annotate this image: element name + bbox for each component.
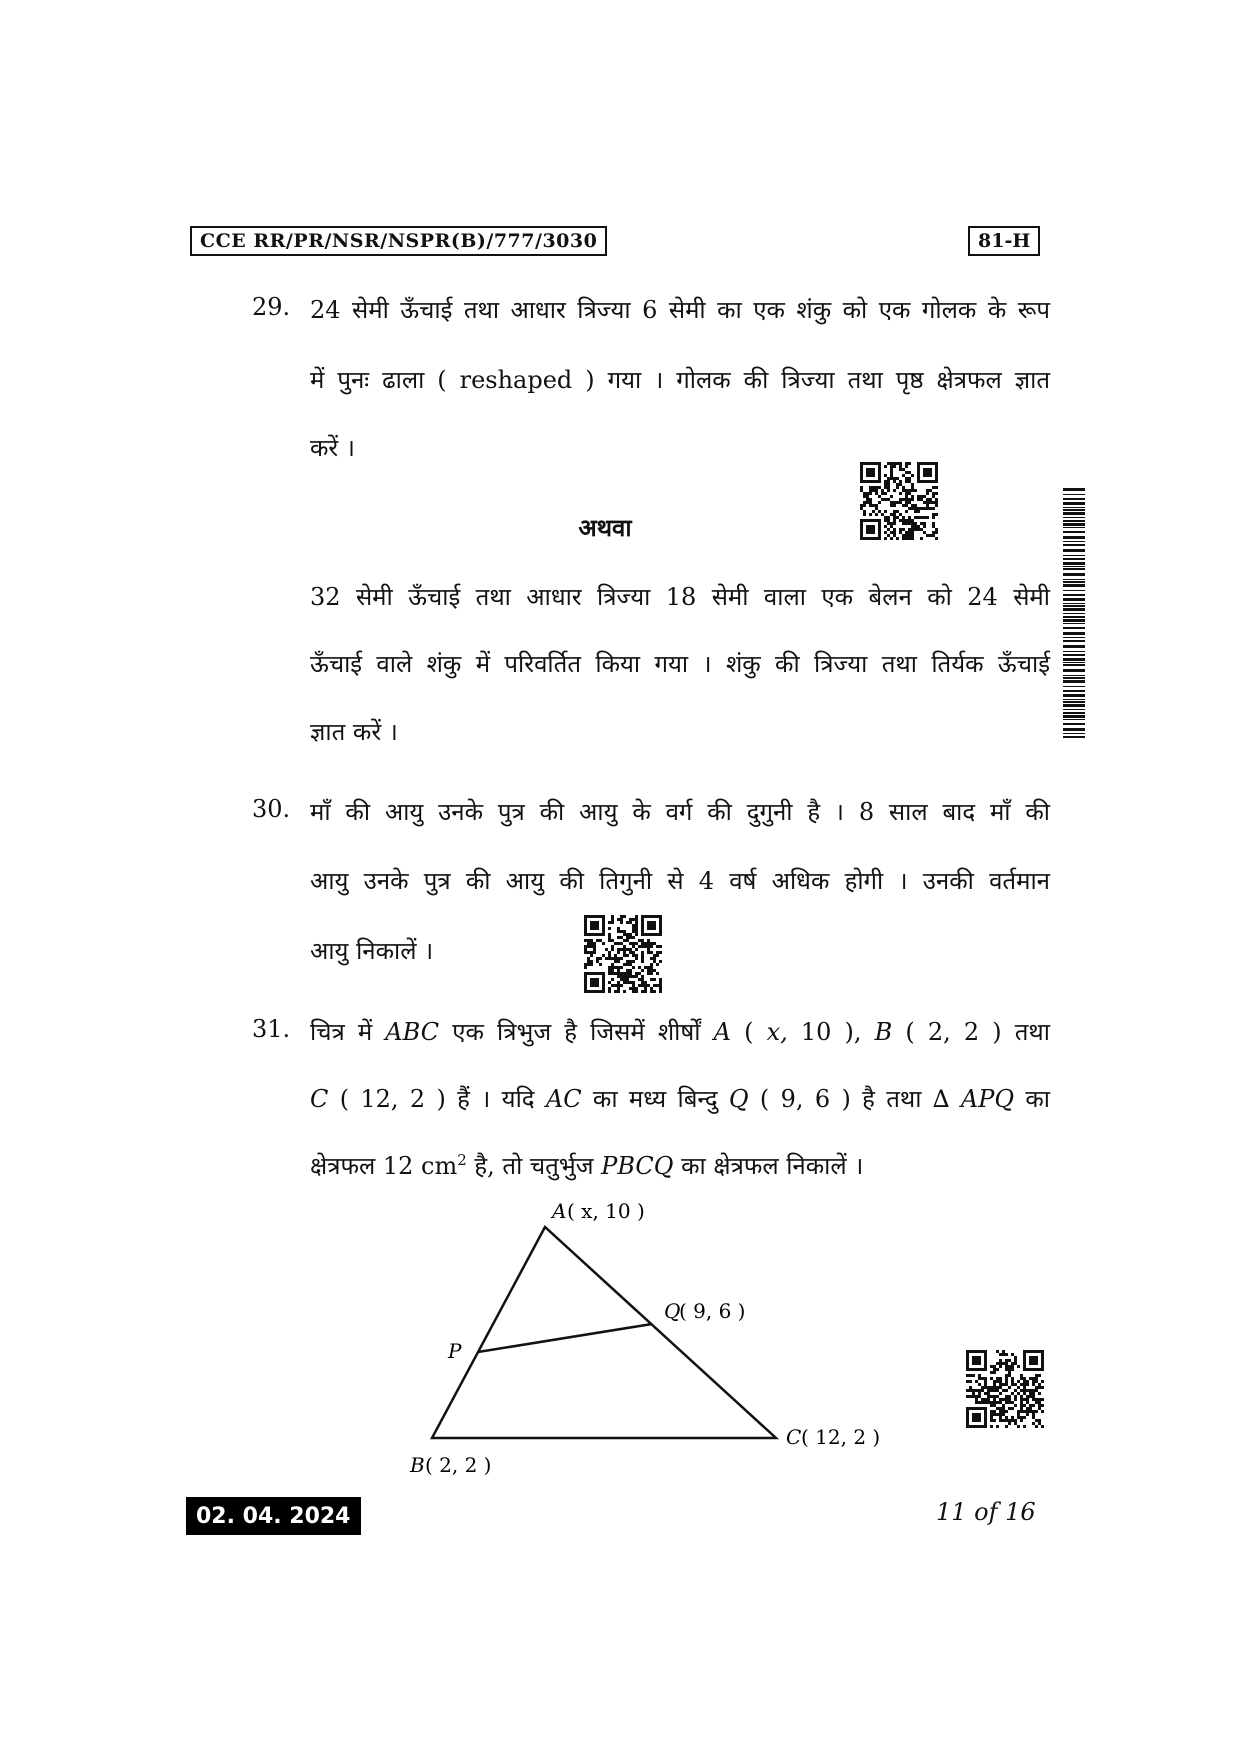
question-29-alt-line-3: ज्ञात करें । [310,718,398,746]
barcode-image [1063,488,1085,740]
q31-math: x, [766,1018,788,1046]
question-29-line-1: 24 सेमी ऊँचाई तथा आधार त्रिज्या 6 सेमी का एक शंकु को एक गोलक के रूप [310,296,1050,324]
label-a-name: A [552,1199,567,1223]
q31-math: B [874,1018,893,1046]
q31-text: है, तो चतुर्भुज [466,1152,602,1180]
question-number-31: 31. [252,1015,291,1043]
q31-math: A [713,1018,731,1046]
q31-text: चित्र में [310,1018,386,1046]
exam-date: 02. 04. 2024 [186,1497,361,1535]
q31-text: ( 12, 2 ) हैं । यदि [328,1085,546,1113]
q31-superscript: 2 [457,1151,467,1169]
question-30-line-1: माँ की आयु उनके पुत्र की आयु के वर्ग की दुगुनी है । 8 साल बाद माँ की [310,798,1050,826]
label-p-name: P [448,1339,462,1363]
q31-math: C [310,1085,329,1113]
label-c-coord: ( 12, 2 ) [801,1425,881,1449]
page-number: 11 of 16 [936,1498,1036,1526]
question-30-line-2: आयु उनके पुत्र की आयु की तिगुनी से 4 वर्ष अधिक होगी । उनकी वर्तमान [310,867,1050,895]
qr-code-q31 [966,1350,1044,1428]
q31-math: PBCQ [601,1152,674,1180]
label-a-coord: ( x, 10 ) [567,1199,645,1223]
label-q-name: Q [664,1299,681,1323]
q31-text: का क्षेत्रफल निकालें । [673,1152,864,1180]
q31-text: एक त्रिभुज है जिसमें शीर्षों [439,1018,714,1046]
q31-text: क्षेत्रफल 12 cm [310,1152,458,1180]
label-b-name: B [410,1453,425,1477]
q31-math: Q [728,1085,749,1113]
q31-math: ABC [385,1018,440,1046]
q31-text: का मध्य बिन्दु [581,1085,729,1113]
label-q-coord: ( 9, 6 ) [679,1299,746,1323]
q31-math: AC [545,1085,582,1113]
label-c-name: C [786,1425,802,1449]
question-30-line-3: आयु निकालें । [310,937,434,965]
q31-text: ( 2, 2 ) तथा [892,1018,1050,1046]
question-number-29: 29. [252,293,291,321]
question-number-30: 30. [252,795,291,823]
subject-code: 81-H [968,226,1040,256]
question-29-alt-line-1: 32 सेमी ऊँचाई तथा आधार त्रिज्या 18 सेमी वाला एक बेलन को 24 सेमी [310,583,1050,611]
q31-math: APQ [960,1085,1015,1113]
paper-code: CCE RR/PR/NSR/NSPR(B)/777/3030 [190,226,607,256]
or-heading: अथवा [578,513,632,542]
q31-text: ( [730,1018,767,1046]
question-29-alt-line-2: ऊँचाई वाले शंकु में परिवर्तित किया गया । शंकु की त्रिज्या तथा तिर्यक ऊँचाई [310,650,1050,678]
question-29-line-2: में पुनः ढाला ( reshaped ) गया । गोलक की त्रिज्या तथा पृष्ठ क्षेत्रफल ज्ञात [310,366,1050,394]
q31-text: ( 9, 6 ) है तथा ∆ [748,1085,961,1113]
qr-code-q29 [860,462,938,540]
q31-text: का [1014,1085,1050,1113]
label-b-coord: ( 2, 2 ) [425,1453,492,1477]
qr-code-q30 [584,915,662,993]
segment-pq [478,1324,652,1352]
q31-text: 10 ), [787,1018,875,1046]
question-29-line-3: करें । [310,434,355,462]
